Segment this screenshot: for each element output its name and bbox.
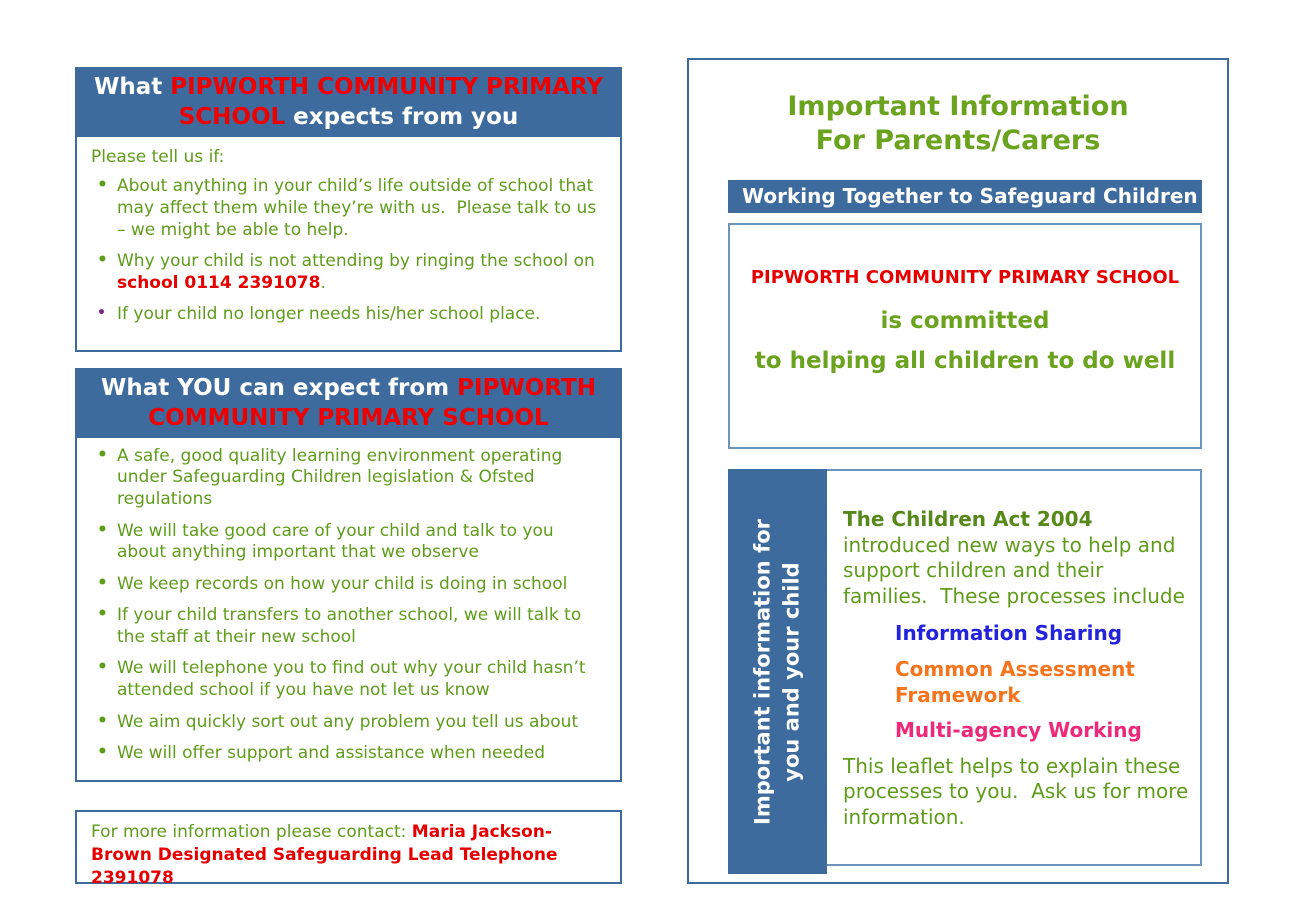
bullet-text: A safe, good quality learning environment operating under Safeguarding Children legislation & Ofsted regulations: [117, 445, 568, 509]
expect-from-box-body: [77, 438, 620, 781]
right-panel: [687, 58, 1229, 884]
expects-box-body: [77, 137, 620, 342]
bullet-text: Why your child is not attending by ringing the school on: [117, 251, 601, 272]
sidebar-line2: you and your child: [779, 561, 804, 782]
bullet-text: If your child no longer needs his/her school place.: [117, 304, 541, 325]
panel-title-line1: Important Information: [787, 91, 1129, 122]
phone-highlight: school 0114 2391078: [117, 272, 321, 293]
children-act-rest: introduced new ways to help and support children and their families. These processes include: [843, 507, 1185, 608]
committed-school-name: PIPWORTH COMMUNITY PRIMARY SCHOOL: [750, 267, 1180, 288]
bullet-item: [89, 176, 608, 241]
bullet-text: We will take good care of your child and talk to you about anything important that we observe: [117, 520, 560, 563]
expects-box: [75, 67, 622, 352]
header-text-white: What: [93, 74, 171, 100]
bullet-item: [89, 446, 608, 511]
safeguard-banner: Working Together to Safeguard Children: [728, 180, 1202, 213]
bullet-text: We keep records on how your child is doing in school: [117, 573, 568, 594]
header-school-name: PIPWORTH COMMUNITY PRIMARY SCHOOL: [148, 375, 604, 431]
contact-person: Maria Jackson-Brown Designated Safeguarding Lead Telephone 2391078: [91, 822, 564, 888]
header-text-white: What YOU can expect from: [101, 375, 458, 401]
contact-text: [91, 821, 606, 890]
bullet-item: [89, 574, 608, 596]
process-information-sharing: Information Sharing: [895, 621, 1123, 646]
expects-box-header: [77, 69, 620, 137]
header-text-white: expects from you: [285, 103, 519, 130]
header-school-name: PIPWORTH COMMUNITY PRIMARY SCHOOL: [170, 74, 612, 130]
contact-label: For more information please contact:: [91, 822, 412, 842]
bullet-text: We aim quickly sort out any problem you tell us about: [117, 711, 579, 732]
expect-from-box: [75, 368, 622, 782]
committed-line3: to helping all children to do well: [754, 348, 1176, 374]
info-box: [728, 469, 1202, 866]
children-act-paragraph: [843, 507, 1190, 609]
bullet-item: [89, 605, 608, 648]
bullet-text: We will telephone you to find out why your child hasn’t attended school if you have not let us know: [117, 658, 591, 700]
bullet-text: About anything in your child’s life outside of school that may affect them while they’re with us. Please talk to us – we might be able to help.: [117, 176, 602, 240]
children-act-bold: The Children Act 2004: [843, 507, 1093, 531]
contact-box: [75, 810, 622, 888]
bullet-text: .: [320, 272, 326, 293]
panel-title: [689, 90, 1227, 158]
bullet-text: If your child transfers to another school, we will talk to the staff at their new school: [117, 605, 587, 647]
process-multi-agency-working: Multi-agency Working: [895, 718, 1142, 743]
bullet-item: [89, 521, 608, 564]
intro-line: Please tell us if:: [91, 146, 225, 167]
sidebar-vertical-text: [748, 519, 807, 825]
info-sidebar: [728, 469, 827, 874]
expects-bullet-list: [89, 176, 608, 325]
info-content: [829, 471, 1200, 831]
bullet-item: [89, 712, 608, 734]
bullet-text: We will offer support and assistance when needed: [117, 743, 546, 764]
sidebar-line1: Important information for: [750, 518, 775, 825]
process-common-assessment-framework: Common Assessment Framework: [895, 656, 1135, 707]
panel-title-line2: For Parents/Carers: [815, 124, 1101, 156]
bullet-item: [89, 251, 608, 294]
closing-paragraph: This leaflet helps to explain these processes to you. Ask us for more information.: [843, 753, 1195, 829]
expect-from-box-header: [77, 370, 620, 438]
bullet-item: [89, 658, 608, 701]
expect-from-bullet-list: [89, 446, 608, 765]
committed-line2: is committed: [880, 308, 1050, 334]
bullet-item: [89, 304, 608, 326]
committed-box: [728, 223, 1202, 449]
bullet-item: [89, 743, 608, 765]
